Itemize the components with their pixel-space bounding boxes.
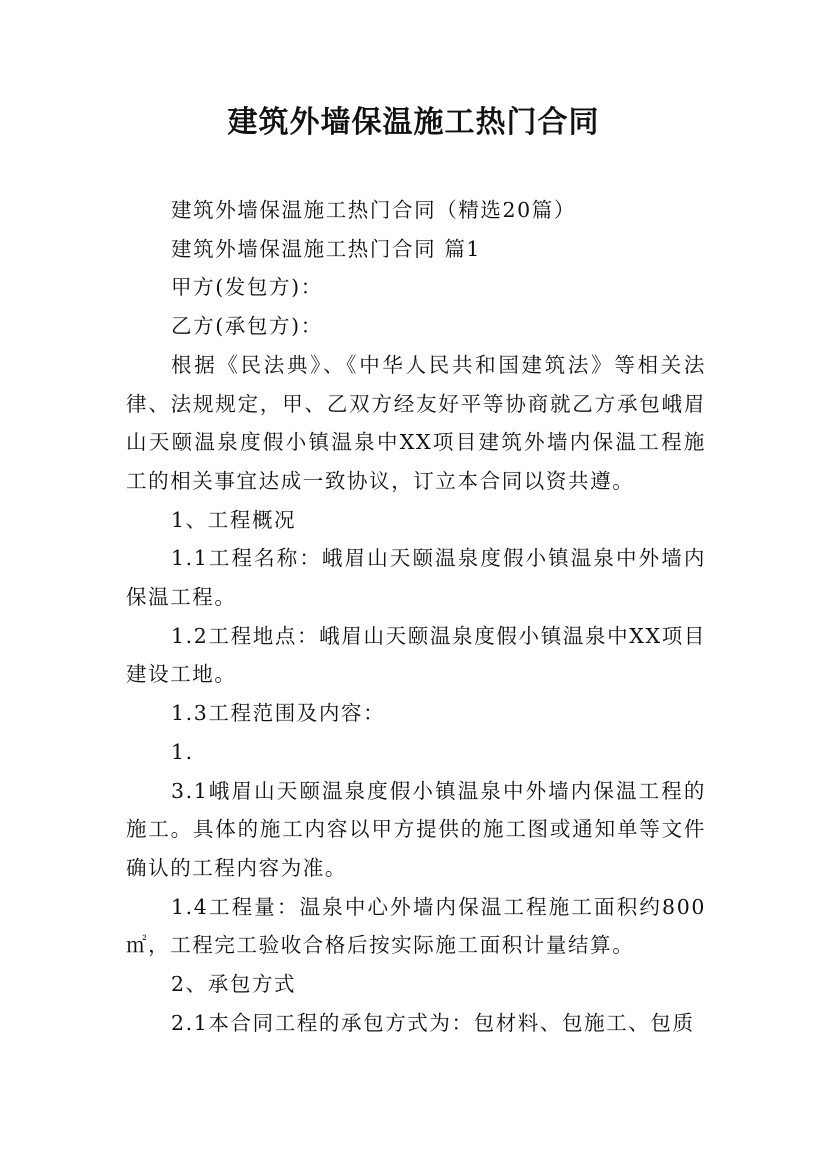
document-body [126, 191, 706, 1042]
paragraph: 1. [171, 739, 194, 764]
paragraph: 1.3工程范围及内容： [171, 701, 386, 726]
paragraph: 3.1峨眉山天颐温泉度假小镇温泉中外墙内保温工程的施工。具体的施工内容以甲方提供的施工图或通知单等文件确认的工程内容为准。 [126, 778, 706, 880]
paragraph: 1.1工程名称：峨眉山天颐温泉度假小镇温泉中外墙内保温工程。 [126, 546, 706, 610]
document-title: 建筑外墙保温施工热门合同 [227, 105, 600, 140]
paragraph: 建筑外墙保温施工热门合同（精选20篇） [171, 198, 576, 222]
paragraph: 1.2工程地点：峨眉山天颐温泉度假小镇温泉中XX项目建设工地。 [126, 623, 706, 687]
paragraph: 甲方(发包方)： [171, 275, 323, 300]
paragraph: 1.4工程量：温泉中心外墙内保温工程施工面积约800㎡，工程完工验收合格后按实际施工面积计量结算。 [126, 894, 706, 958]
section-heading: 2、承包方式 [171, 972, 297, 997]
paragraph: 乙方(承包方)： [171, 314, 323, 339]
paragraph: 2.1本合同工程的承包方式为：包材料、包施工、包质 [171, 1010, 695, 1035]
section-heading: 1、工程概况 [171, 507, 297, 532]
paragraph: 根据《民法典》、《中华人民共和国建筑法》等相关法律、法规规定，甲、乙双方经友好平等协商就乙方承包峨眉山天颐温泉度假小镇温泉中XX项目建筑外墙内保温工程施工的相关事宜达成一致协议，订立本合同以资共遵。 [126, 352, 706, 493]
paragraph: 建筑外墙保温施工热门合同 篇1 [171, 236, 482, 261]
